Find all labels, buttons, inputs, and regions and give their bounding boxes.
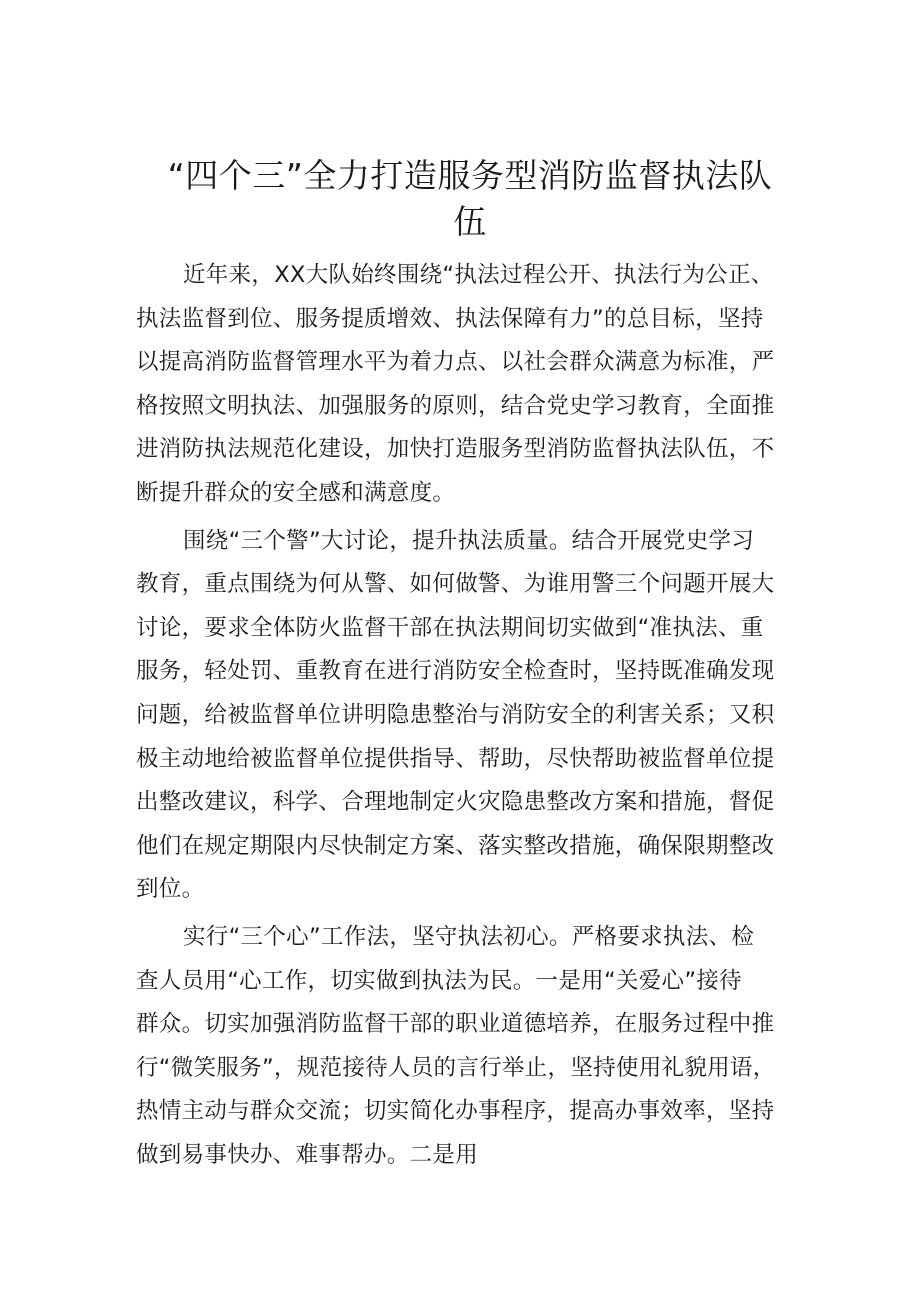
paragraph-line: 执法监督到位、服务提质增效、执法保障有力”的总目标，坚持 <box>136 305 764 332</box>
paragraph-line: 群众。切实加强消防监督干部的职业道德培养，在服务过程中推 <box>136 1011 775 1038</box>
paragraph-line: 实行“三个心”工作法，坚守执法初心。严格要求执法、检 <box>183 923 755 950</box>
title-line-2: 伍 <box>453 202 487 241</box>
title-line-1: “四个三”全力打造服务型消防监督执法队 <box>167 156 773 195</box>
paragraph-line: 他们在规定期限内尽快制定方案、落实整改措施，确保限期整改 <box>136 832 775 859</box>
paragraph-3 <box>136 916 796 1178</box>
paragraph-line: 教育，重点围绕为何从警、如何做警、为谁用警三个问题开展大 <box>136 571 775 598</box>
paragraph-line: 格按照文明执法、加强服务的原则，结合党史学习教育，全面推 <box>136 392 775 419</box>
paragraph-line: 极主动地给被监督单位提供指导、帮助，尽快帮助被监督单位提 <box>136 745 775 772</box>
paragraph-1 <box>136 254 796 516</box>
paragraph-line: 热情主动与群众交流；切实简化办事程序，提高办事效率，坚持 <box>136 1098 775 1125</box>
paragraph-line: 做到易事快办、难事帮办。二是用 <box>136 1141 479 1168</box>
paragraph-line: 行“微笑服务”，规范接待人员的言行举止，坚持使用礼貌用语， <box>136 1054 776 1081</box>
paragraph-line: 到位。 <box>136 876 205 903</box>
paragraph-line: 查人员用“心工作，切实做到执法为民。一是用“关爱心”接待 <box>136 967 742 994</box>
paragraph-line: 讨论，要求全体防火监督干部在执法期间切实做到“准执法、重 <box>136 614 764 641</box>
paragraph-line: 出整改建议，科学、合理地制定火灾隐患整改方案和措施，督促 <box>136 789 775 816</box>
paragraph-line: 断提升群众的安全感和满意度。 <box>136 479 456 506</box>
paragraph-line: 以提高消防监督管理水平为着力点、以社会群众满意为标准，严 <box>136 349 775 376</box>
paragraph-line: 进消防执法规范化建设，加快打造服务型消防监督执法队伍，不 <box>136 436 775 463</box>
paragraph-line: 近年来，XX大队始终围绕“执法过程公开、执法行为公正、 <box>183 262 774 288</box>
paragraph-line: 服务，轻处罚、重教育在进行消防安全检查时，坚持既准确发现 <box>136 658 775 685</box>
paragraph-line: 问题，给被监督单位讲明隐患整治与消防安全的利害关系；又积 <box>136 701 775 728</box>
document-title <box>150 153 790 245</box>
paragraph-2 <box>136 520 796 912</box>
paragraph-line: 围绕“三个警”大讨论，提升执法质量。结合开展党史学习 <box>183 527 755 554</box>
document-body <box>136 254 796 1177</box>
